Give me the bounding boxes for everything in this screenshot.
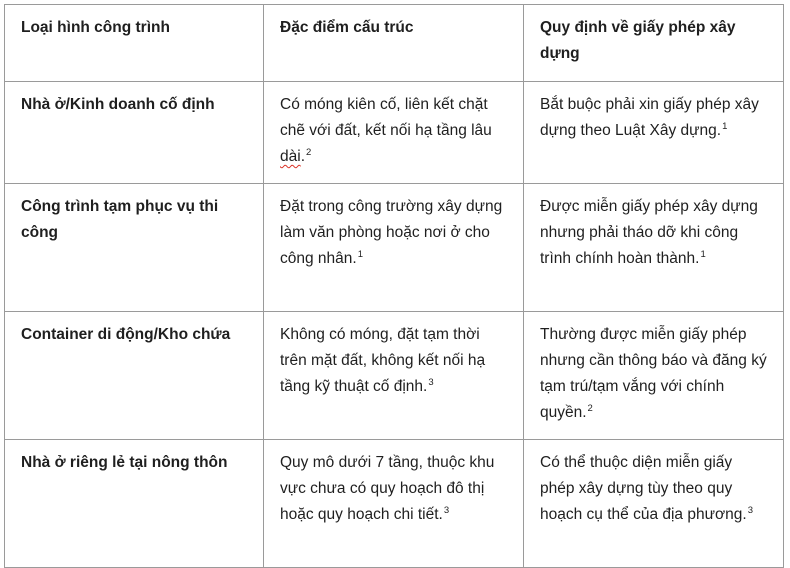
table-row — [5, 312, 784, 440]
citation-ref[interactable]: 3 — [428, 376, 434, 388]
header-building-type: Loại hình công trình — [5, 5, 264, 82]
citation-ref[interactable]: 1 — [700, 248, 706, 260]
permit-text: Bắt buộc phải xin giấy phép xây dựng theo Luật Xây dựng. — [540, 96, 759, 139]
permit-cell — [524, 184, 784, 312]
building-type-cell: Nhà ở riêng lẻ tại nông thôn — [5, 440, 264, 568]
permit-cell — [524, 440, 784, 568]
permit-text: Thường được miễn giấy phép nhưng cần thông báo và đăng ký tạm trú/tạm vắng với chính quyền. — [540, 326, 767, 421]
permit-text: Có thể thuộc diện miễn giấy phép xây dựng tùy theo quy hoạch cụ thể của địa phương. — [540, 454, 747, 523]
spellcheck-flagged-word: dài — [280, 148, 301, 165]
table-row — [5, 440, 784, 568]
table-row — [5, 82, 784, 184]
permit-text: Được miễn giấy phép xây dựng nhưng phải tháo dỡ khi công trình chính hoàn thành. — [540, 198, 758, 267]
citation-ref[interactable]: 3 — [747, 504, 753, 516]
table-header-row — [5, 5, 784, 82]
structure-cell — [264, 440, 524, 568]
structure-cell — [264, 312, 524, 440]
header-structure: Đặc điểm cấu trúc — [264, 5, 524, 82]
structure-text: Có móng kiên cố, liên kết chặt chẽ với đất, kết nối hạ tầng lâu — [280, 96, 492, 139]
structure-cell — [264, 82, 524, 184]
citation-ref[interactable]: 1 — [357, 248, 364, 260]
citation-ref[interactable]: 2 — [306, 146, 312, 158]
citation-ref[interactable]: 3 — [443, 504, 450, 516]
structure-text-end: . — [300, 148, 305, 165]
permit-cell — [524, 312, 784, 440]
structure-text: Không có móng, đặt tạm thời trên mặt đất, không kết nối hạ tầng kỹ thuật cố định. — [280, 326, 486, 395]
table-row — [5, 184, 784, 312]
permit-cell — [524, 82, 784, 184]
citation-ref[interactable]: 2 — [587, 402, 593, 414]
structure-cell — [264, 184, 524, 312]
building-type-cell: Nhà ở/Kinh doanh cố định — [5, 82, 264, 184]
structure-text: Quy mô dưới 7 tầng, thuộc khu vực chưa có quy hoạch đô thị hoặc quy hoạch chi tiết. — [280, 454, 495, 523]
structure-text: Đặt trong công trường xây dựng làm văn phòng hoặc nơi ở cho công nhân. — [280, 198, 503, 267]
citation-ref[interactable]: 1 — [722, 120, 728, 132]
permit-comparison-table — [4, 4, 784, 568]
header-permit-rules: Quy định về giấy phép xây dựng — [524, 5, 784, 82]
building-type-cell: Container di động/Kho chứa — [5, 312, 264, 440]
building-type-cell: Công trình tạm phục vụ thi công — [5, 184, 264, 312]
